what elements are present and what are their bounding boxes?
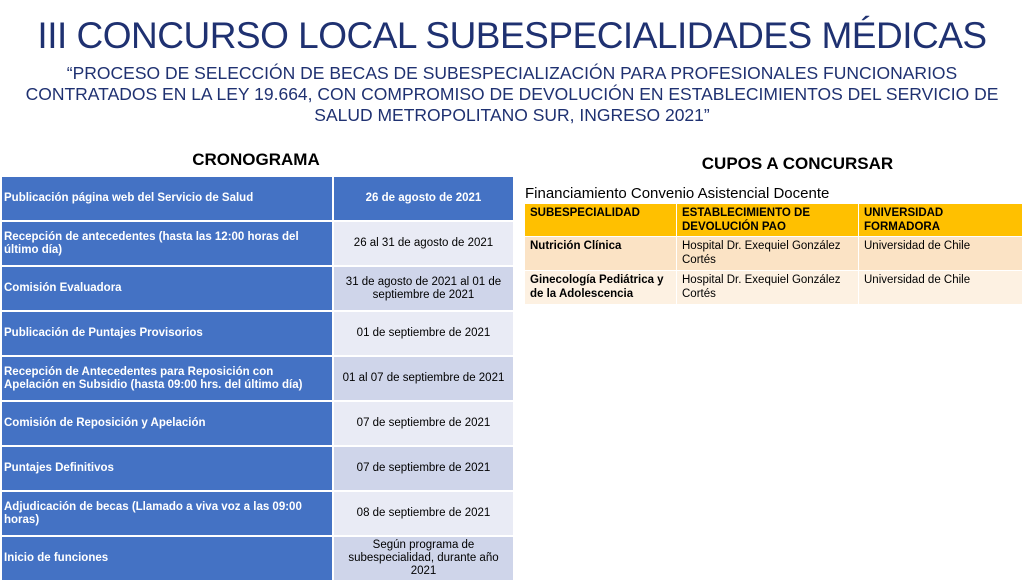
table-row bbox=[1, 221, 514, 266]
table-row bbox=[1, 176, 514, 221]
cronograma-step-date: 07 de septiembre de 2021 bbox=[333, 401, 514, 446]
cronograma-heading: CRONOGRAMA bbox=[192, 150, 320, 169]
cronograma-step-date: Según programa de subespecialidad, durante año 2021 bbox=[333, 536, 514, 581]
table-row bbox=[1, 356, 514, 401]
cronograma-step-date: 01 de septiembre de 2021 bbox=[333, 311, 514, 356]
table-row bbox=[1, 536, 514, 581]
table-header-row bbox=[525, 204, 1023, 237]
cronograma-step-date: 26 de agosto de 2021 bbox=[333, 176, 514, 221]
cronograma-step-label: Inicio de funciones bbox=[1, 536, 333, 581]
universidad-cell: Universidad de Chile bbox=[859, 237, 1023, 271]
universidad-cell: Universidad de Chile bbox=[859, 271, 1023, 305]
cronograma-step-label: Puntajes Definitivos bbox=[1, 446, 333, 491]
table-row bbox=[525, 271, 1023, 305]
cronograma-step-label: Recepción de antecedentes (hasta las 12:00 horas del último día) bbox=[1, 221, 333, 266]
financiamiento-caption: Financiamiento Convenio Asistencial Docente bbox=[525, 185, 830, 202]
cronograma-step-date: 01 al 07 de septiembre de 2021 bbox=[333, 356, 514, 401]
table-row bbox=[1, 491, 514, 536]
column-header-universidad: UNIVERSIDAD FORMADORA bbox=[859, 204, 1023, 237]
table-row bbox=[525, 237, 1023, 271]
cupos-heading: CUPOS A CONCURSAR bbox=[701, 154, 894, 173]
cronograma-step-date: 08 de septiembre de 2021 bbox=[333, 491, 514, 536]
cronograma-step-label: Publicación de Puntajes Provisorios bbox=[1, 311, 333, 356]
cupos-table bbox=[524, 203, 1023, 305]
establecimiento-cell: Hospital Dr. Exequiel González Cortés bbox=[677, 237, 859, 271]
column-header-establecimiento: ESTABLECIMIENTO DE DEVOLUCIÓN PAO bbox=[677, 204, 859, 237]
subespecialidad-cell: Nutrición Clínica bbox=[525, 237, 677, 271]
cronograma-step-label: Recepción de Antecedentes para Reposición con Apelación en Subsidio (hasta 09:00 hrs. del último día) bbox=[1, 356, 333, 401]
cronograma-step-date: 31 de agosto de 2021 al 01 de septiembre de 2021 bbox=[333, 266, 514, 311]
table-row bbox=[1, 266, 514, 311]
column-header-subespecialidad: SUBESPECIALIDAD bbox=[525, 204, 677, 237]
cronograma-step-date: 07 de septiembre de 2021 bbox=[333, 446, 514, 491]
table-row bbox=[1, 446, 514, 491]
establecimiento-cell: Hospital Dr. Exequiel González Cortés bbox=[677, 271, 859, 305]
page-subtitle: “PROCESO DE SELECCIÓN DE BECAS DE SUBESPECIALIZACIÓN PARA PROFESIONALES FUNCIONARIOS CONTRATADOS EN LA LEY 19.664, CON COMPROMISO DE DEVOLUCIÓN EN ESTABLECIMIENTOS DEL SERVICIO DE SALUD METROPOLITANO SUR, INGRESO 2021” bbox=[25, 63, 999, 125]
table-row bbox=[1, 401, 514, 446]
cronograma-step-label: Comisión de Reposición y Apelación bbox=[1, 401, 333, 446]
table-row bbox=[1, 311, 514, 356]
cronograma-table bbox=[0, 175, 515, 582]
cronograma-step-label: Publicación página web del Servicio de Salud bbox=[1, 176, 333, 221]
subespecialidad-cell: Ginecología Pediátrica y de la Adolescencia bbox=[525, 271, 677, 305]
page-title: III CONCURSO LOCAL SUBESPECIALIDADES MÉDICAS bbox=[37, 15, 987, 56]
cronograma-step-date: 26 al 31 de agosto de 2021 bbox=[333, 221, 514, 266]
cronograma-step-label: Adjudicación de becas (Llamado a viva voz a las 09:00 horas) bbox=[1, 491, 333, 536]
cronograma-step-label: Comisión Evaluadora bbox=[1, 266, 333, 311]
